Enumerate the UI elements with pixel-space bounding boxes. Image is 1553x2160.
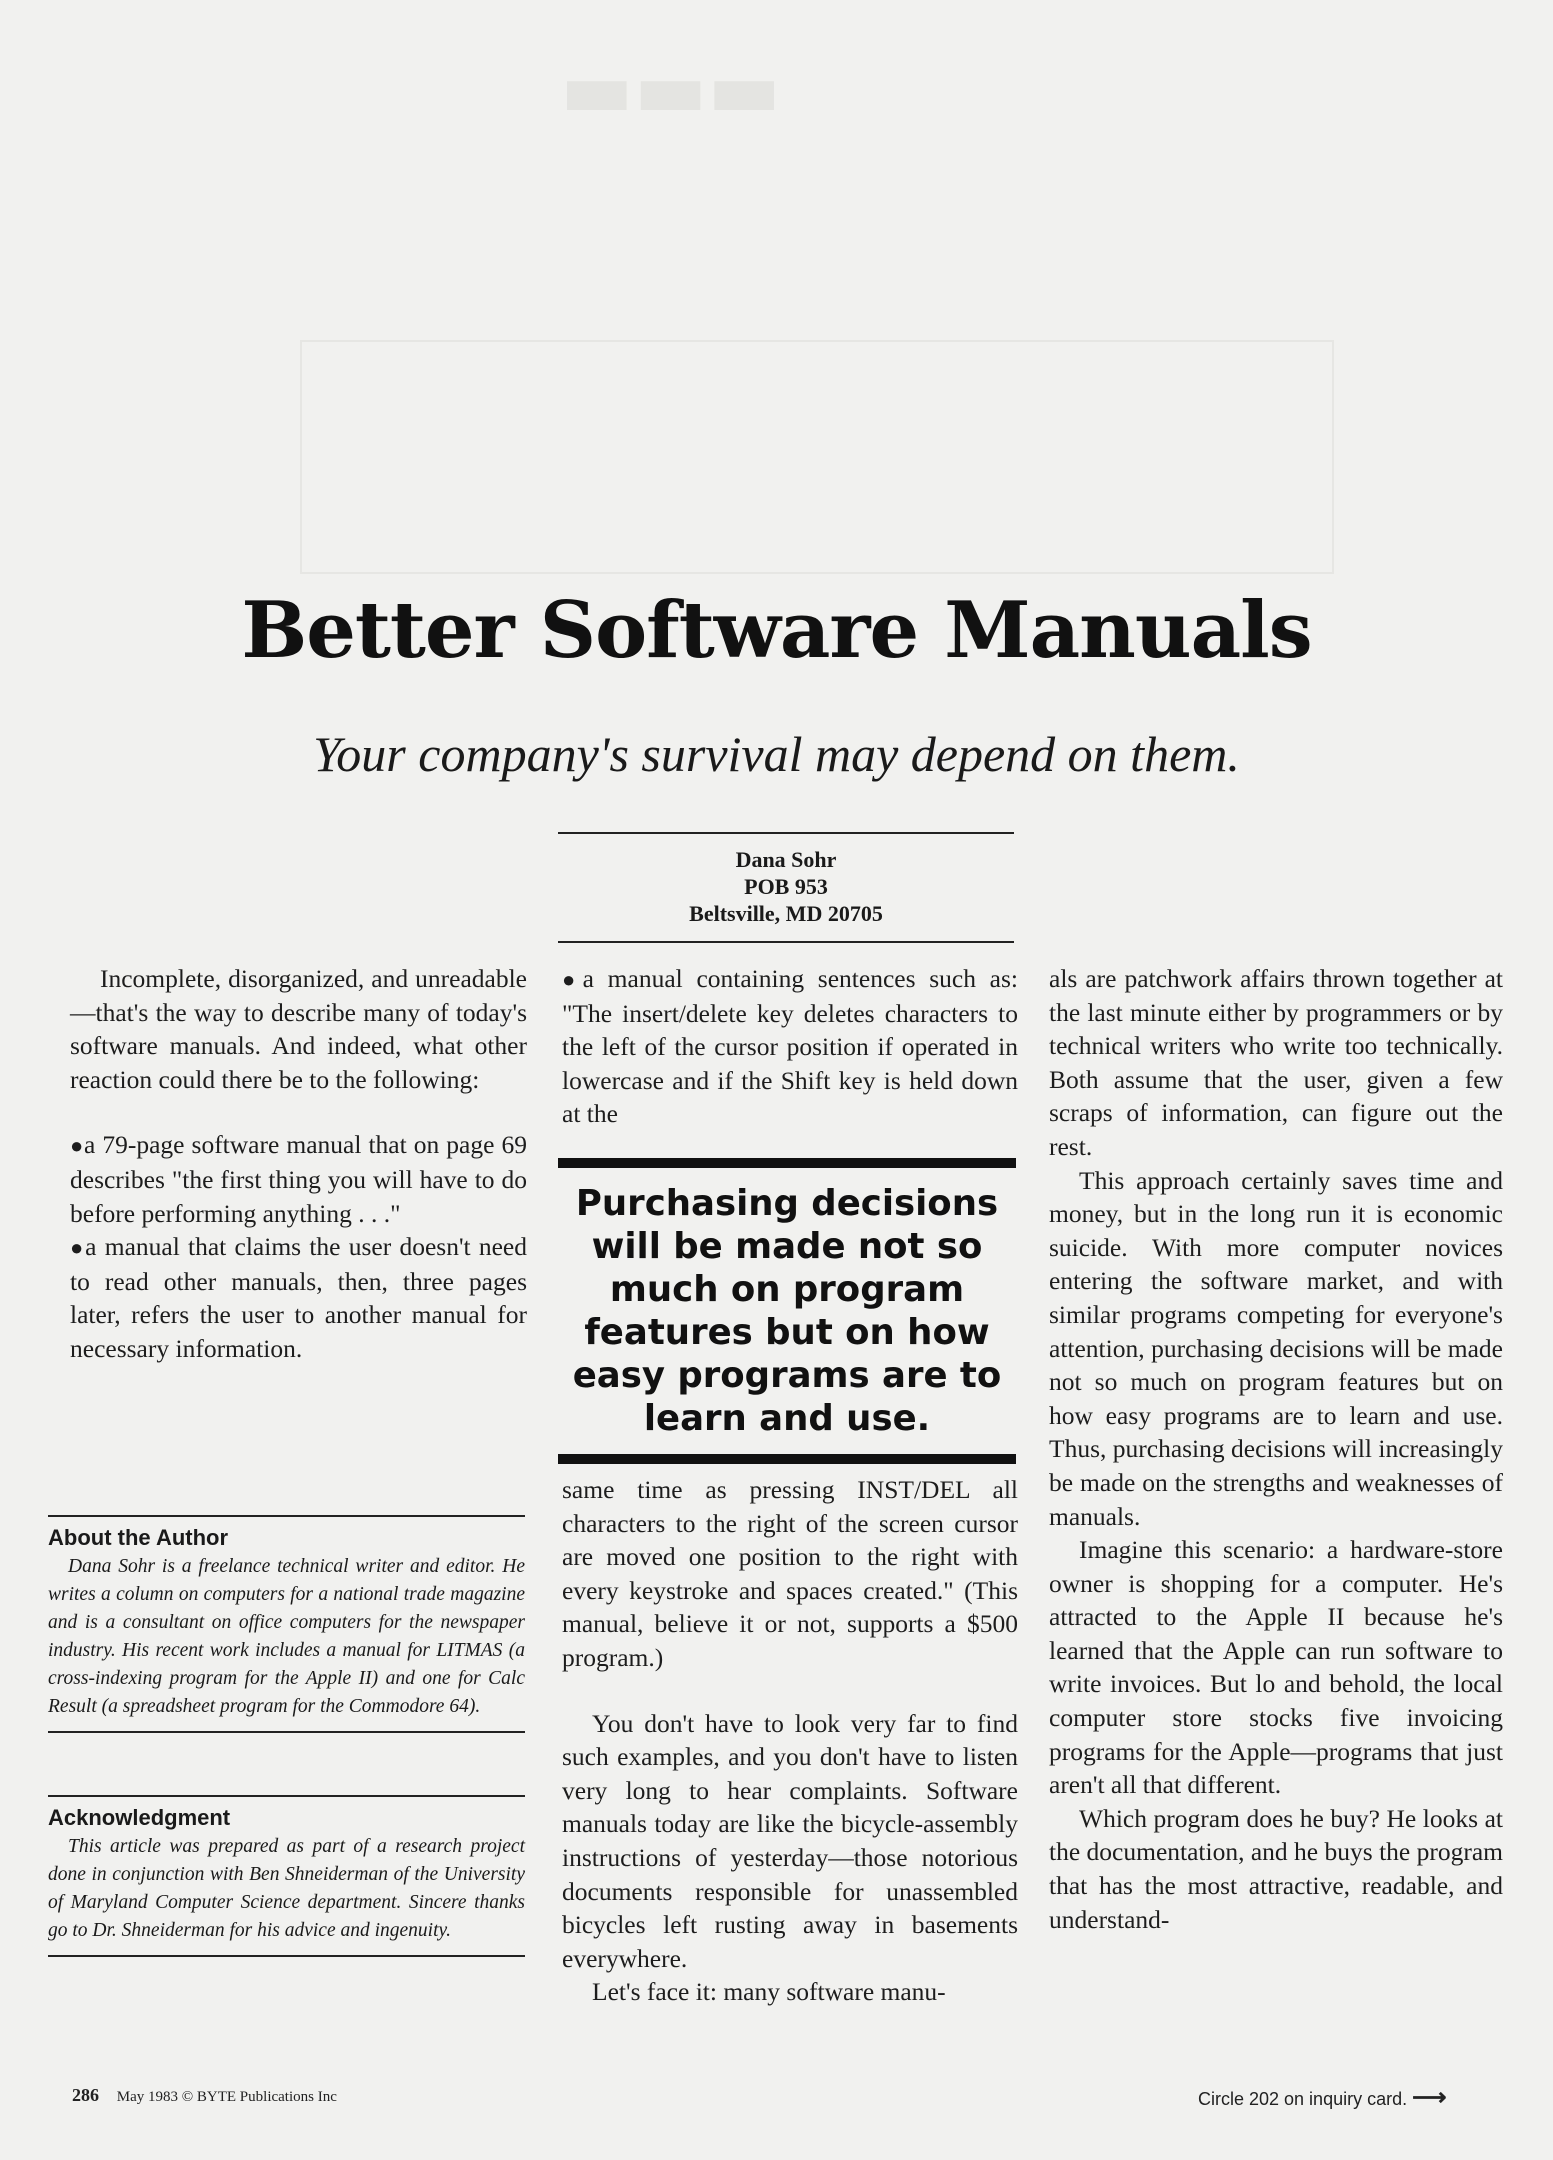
inquiry-note xyxy=(1198,2083,1447,2112)
author-name: Dana Sohr xyxy=(735,847,837,872)
bullet-item-3-end: same time as pressing INST/DEL all characters to the right of the screen cursor are moved one position to the right with every keystroke and spaces created." (This manual, believe it or not, supports a $500 program.) xyxy=(562,1475,1018,1672)
acknowledgment-box xyxy=(48,1795,525,1957)
column-3 xyxy=(1049,962,1503,1936)
about-author-heading: About the Author xyxy=(48,1525,229,1550)
column-3-paragraph-3: Imagine this scenario: a hardware-store owner is shopping for a computer. He's attracted to the Apple II because he's learned that the Apple can run software to write invoices. But lo and behold, the local computer store stocks five invoicing programs for the Apple—programs that just aren't all that different. xyxy=(1049,1535,1503,1800)
acknowledgment-text: This article was prepared as part of a research project done in conjunction with Ben Shneiderman of the University of Maryland Computer Science department. Sincere thanks go to Dr. Shneiderman for his advice and ingenuity. xyxy=(48,1836,525,1941)
article-subtitle: Your company's survival may depend on them. xyxy=(313,726,1240,782)
author-address-line1: POB 953 xyxy=(744,874,828,899)
column-1 xyxy=(70,962,527,1366)
bullet-text-1: a 79-page software manual that on page 69 describes "the first thing you will have to do before performing anything . . ." xyxy=(70,1130,527,1228)
column-2-continued xyxy=(562,1473,1018,2009)
bullet-item-2 xyxy=(70,1230,527,1365)
article-title: Better Software Manuals xyxy=(241,585,1312,676)
column-3-paragraph-4: Which program does he buy? He looks at the documentation, and he buys the program that has the most attractive, readable, and understand- xyxy=(1049,1803,1503,1934)
bullet-icon: ● xyxy=(70,1133,84,1159)
column-2-paragraph-2: Let's face it: many software manu- xyxy=(592,1977,946,2007)
about-author-box xyxy=(48,1515,525,1733)
acknowledgment-heading: Acknowledgment xyxy=(48,1805,231,1830)
intro-paragraph: Incomplete, disorganized, and unreadable—that's the way to describe many of today's software manuals. And indeed, what other reaction could there be to the following: xyxy=(70,964,527,1094)
author-address-line2: Beltsville, MD 20705 xyxy=(689,901,883,926)
bullet-item-3-start xyxy=(562,962,1018,1131)
author-byline xyxy=(558,832,1014,943)
column-3-paragraph-2: This approach certainly saves time and money, but in the long run it is economic suicide. With more computer novices entering the software market, and with similar programs competing for everyone's attention, purchasing decisions will be made not so much on program features but on how easy programs are to learn and use. Thus, purchasing decisions will increasingly be made on the strengths and weaknesses of manuals. xyxy=(1049,1165,1503,1531)
column-2 xyxy=(562,962,1018,1131)
bullet-text-2: a manual that claims the user doesn't need to read other manuals, then, three pages later, refers the user to another manual for necessary information. xyxy=(70,1232,527,1363)
about-author-text: Dana Sohr is a freelance technical writer and editor. He writes a column on computers for a national trade magazine and is a consultant on office computers for the newspaper industry. His recent work includes a manual for LITMAS (a cross-indexing program for the Apple II) and one for Calc Result (a spreadsheet program for the Commodore 64). xyxy=(48,1556,525,1717)
arrow-right-icon: ⟶ xyxy=(1412,2084,1447,2111)
page-footer xyxy=(72,2085,337,2106)
issue-info: May 1983 © BYTE Publications Inc xyxy=(116,2089,337,2105)
bullet-item-1 xyxy=(70,1128,527,1230)
page-number: 286 xyxy=(72,2085,99,2105)
bullet-icon: ● xyxy=(70,1235,86,1261)
show-through-decoration: ▬▬▬ xyxy=(560,45,782,135)
column-3-paragraph-1: als are patchwork affairs thrown together at the last minute either by programmers or by technical writers who write too technically. Both assume that the user, given a few scraps of information, can figure out the rest. xyxy=(1049,964,1503,1161)
pull-quote: Purchasing decisions will be made not so much on program features but on how easy programs are to learn and use. xyxy=(558,1158,1016,1464)
column-2-paragraph-1: You don't have to look very far to find such examples, and you don't have to listen very long to hear complaints. Software manuals today are like the bicycle-assembly instructions of yesterday—those notorious documents responsible for unassembled bicycles left rusting away in basements everywhere. xyxy=(562,1708,1018,1973)
show-through-decoration-box xyxy=(300,340,1334,574)
inquiry-text: Circle 202 on inquiry card. xyxy=(1198,2089,1408,2109)
bullet-text-3-start: a manual containing sentences such as: "The insert/delete key deletes characters to the left of the cursor position if operated in lowercase and if the Shift key is held down at the xyxy=(562,964,1018,1129)
bullet-icon: ● xyxy=(562,967,583,992)
